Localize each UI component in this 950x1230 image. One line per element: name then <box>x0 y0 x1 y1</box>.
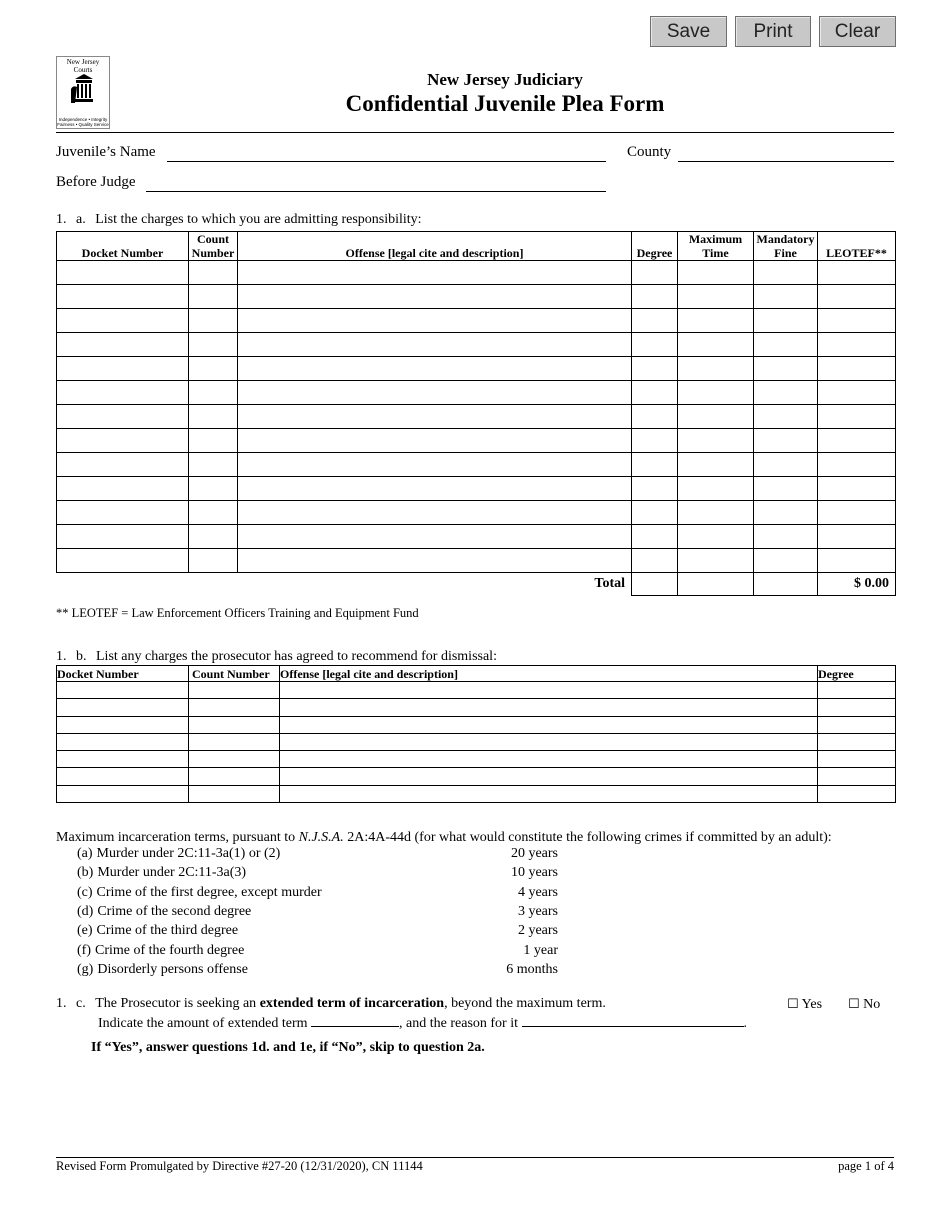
degree-cell[interactable] <box>632 429 678 453</box>
fine-cell[interactable] <box>754 381 818 405</box>
col-leotef: LEOTEF** <box>818 232 896 261</box>
docket-cell[interactable] <box>57 699 189 716</box>
table-row <box>57 477 896 501</box>
page-title: Confidential Juvenile Plea Form <box>345 91 665 116</box>
table-row <box>57 716 896 733</box>
term-label: Murder under 2C:11-3a(1) or (2) <box>96 846 281 861</box>
fine-cell[interactable] <box>754 333 818 357</box>
fine-cell[interactable] <box>754 501 818 525</box>
fine-cell[interactable] <box>754 261 818 285</box>
table-row <box>57 333 896 357</box>
count-cell[interactable] <box>189 453 238 477</box>
total-degree-cell <box>632 573 678 596</box>
offense-cell[interactable] <box>238 285 632 309</box>
degree-cell[interactable] <box>632 405 678 429</box>
degree-cell[interactable] <box>632 453 678 477</box>
no-label: No <box>863 997 881 1012</box>
offense-cell[interactable] <box>280 682 818 699</box>
footer-left-text: Revised Form Promulgated by Directive #27-20 (12/31/2020), CN 11144 <box>56 1159 423 1173</box>
docket-cell[interactable] <box>57 381 189 405</box>
degree-cell[interactable] <box>632 357 678 381</box>
table-row <box>57 682 896 699</box>
col-offense: Offense [legal cite and description] <box>280 666 818 682</box>
total-leotef-value: $ 0.00 <box>818 573 896 596</box>
agency-name: New Jersey Judiciary <box>427 70 583 89</box>
max-time-cell[interactable] <box>678 405 754 429</box>
section-1c-instruction: If “Yes”, answer questions 1d. and 1e, if “No”, skip to question 2a. <box>91 1040 485 1055</box>
table-row <box>57 357 896 381</box>
county-label: County <box>627 144 672 160</box>
offense-cell[interactable] <box>238 429 632 453</box>
charges-dismissed-table <box>56 665 896 803</box>
docket-cell[interactable] <box>57 733 189 750</box>
docket-cell[interactable] <box>57 501 189 525</box>
section-text: , beyond the maximum term. <box>444 996 606 1011</box>
section-number: 1. <box>56 212 67 227</box>
offense-cell[interactable] <box>280 768 818 785</box>
offense-cell[interactable] <box>238 453 632 477</box>
degree-cell[interactable] <box>632 501 678 525</box>
max-time-cell[interactable] <box>678 333 754 357</box>
degree-cell[interactable] <box>632 285 678 309</box>
leotef-cell[interactable] <box>818 405 896 429</box>
degree-cell[interactable] <box>632 549 678 573</box>
leotef-cell[interactable] <box>818 333 896 357</box>
degree-cell[interactable] <box>818 699 896 716</box>
line2-text: , and the reason for it <box>399 1016 518 1031</box>
leotef-cell[interactable] <box>818 429 896 453</box>
col-maximum-time: Maximum Time <box>678 232 754 261</box>
table-row <box>57 261 896 285</box>
term-letter: (e) <box>77 923 93 939</box>
offense-cell[interactable] <box>238 405 632 429</box>
leotef-cell[interactable] <box>818 453 896 477</box>
statute-cite: N.J.S.A. <box>298 830 344 845</box>
count-cell[interactable] <box>189 785 280 802</box>
section-text: List the charges to which you are admitting responsibility: <box>95 212 422 227</box>
offense-cell[interactable] <box>280 751 818 768</box>
table-row <box>57 549 896 573</box>
col-count-number: Count Number <box>189 666 280 682</box>
offense-cell[interactable] <box>238 357 632 381</box>
term-label: Crime of the second degree <box>97 903 252 919</box>
table-row <box>57 733 896 750</box>
section-number: 1. <box>56 996 67 1011</box>
col-degree: Degree <box>818 666 896 682</box>
table-row <box>57 751 896 768</box>
count-cell[interactable] <box>189 309 238 333</box>
max-time-cell[interactable] <box>678 285 754 309</box>
offense-cell[interactable] <box>238 477 632 501</box>
fine-cell[interactable] <box>754 453 818 477</box>
judge-label: Before Judge <box>56 174 136 190</box>
offense-cell[interactable] <box>280 785 818 802</box>
docket-cell[interactable] <box>57 309 189 333</box>
offense-cell[interactable] <box>280 699 818 716</box>
docket-cell[interactable] <box>57 477 189 501</box>
offense-cell[interactable] <box>280 733 818 750</box>
docket-cell[interactable] <box>57 751 189 768</box>
count-cell[interactable] <box>189 733 280 750</box>
max-time-cell[interactable] <box>678 261 754 285</box>
juvenile-name-field[interactable] <box>167 161 606 162</box>
section-letter: b. <box>76 649 87 664</box>
table-row <box>57 405 896 429</box>
leotef-cell[interactable] <box>818 309 896 333</box>
degree-cell[interactable] <box>818 768 896 785</box>
fine-cell[interactable] <box>754 405 818 429</box>
count-cell[interactable] <box>189 525 238 549</box>
degree-cell[interactable] <box>632 333 678 357</box>
docket-cell[interactable] <box>57 405 189 429</box>
table-row <box>57 453 896 477</box>
col-docket-number: Docket Number <box>57 666 189 682</box>
section-1b-heading <box>56 649 497 665</box>
footer-divider <box>56 1157 894 1158</box>
term-label: Crime of the third degree <box>96 923 239 939</box>
table-row <box>57 429 896 453</box>
table-row <box>57 525 896 549</box>
header-divider <box>56 132 894 133</box>
count-cell[interactable] <box>189 333 238 357</box>
max-time-cell[interactable] <box>678 501 754 525</box>
term-label: Murder under 2C:11-3a(3) <box>97 865 247 881</box>
table-row <box>57 768 896 785</box>
max-term-item <box>77 885 558 901</box>
degree-cell[interactable] <box>632 309 678 333</box>
count-cell[interactable] <box>189 285 238 309</box>
checkbox-icon: ☐ <box>848 997 860 1012</box>
max-time-cell[interactable] <box>678 453 754 477</box>
max-term-item <box>77 904 558 920</box>
col-mandatory-fine: Mandatory Fine <box>754 232 818 261</box>
count-cell[interactable] <box>189 429 238 453</box>
degree-cell[interactable] <box>632 261 678 285</box>
offense-cell[interactable] <box>238 381 632 405</box>
yes-label: Yes <box>801 997 823 1012</box>
col-count-number: Count Number <box>189 232 238 261</box>
section-text-bold: extended term of incarceration <box>259 996 445 1011</box>
degree-cell[interactable] <box>632 525 678 549</box>
count-cell[interactable] <box>189 751 280 768</box>
count-cell[interactable] <box>189 405 238 429</box>
max-term-item <box>77 923 558 939</box>
docket-cell[interactable] <box>57 285 189 309</box>
docket-cell[interactable] <box>57 549 189 573</box>
total-label: Total <box>57 573 632 596</box>
term-duration: 10 years <box>510 865 558 881</box>
county-field[interactable] <box>678 161 894 162</box>
col-offense: Offense [legal cite and description] <box>238 232 632 261</box>
degree-cell[interactable] <box>818 785 896 802</box>
term-label: Crime of the first degree, except murder <box>96 884 322 900</box>
term-letter: (a) <box>77 846 93 861</box>
fine-cell[interactable] <box>754 357 818 381</box>
docket-cell[interactable] <box>57 682 189 699</box>
term-letter: (d) <box>77 903 94 919</box>
count-cell[interactable] <box>189 357 238 381</box>
term-letter: (b) <box>77 865 94 881</box>
leotef-cell[interactable] <box>818 477 896 501</box>
extended-reason-field[interactable] <box>522 1014 744 1027</box>
offense-cell[interactable] <box>238 549 632 573</box>
docket-cell[interactable] <box>57 357 189 381</box>
fine-cell[interactable] <box>754 525 818 549</box>
clear-button[interactable]: Clear <box>819 16 896 47</box>
offense-cell[interactable] <box>280 716 818 733</box>
term-duration: 2 years <box>517 923 558 939</box>
degree-cell[interactable] <box>818 751 896 768</box>
no-checkbox[interactable] <box>848 997 880 1013</box>
term-letter: (c) <box>77 884 93 900</box>
print-button[interactable]: Print <box>735 16 811 47</box>
leotef-footnote: ** LEOTEF = Law Enforcement Officers Training and Equipment Fund <box>56 606 419 620</box>
checkbox-icon: ☐ <box>787 997 799 1012</box>
logo-top-text: New Jersey Courts <box>66 58 100 74</box>
judge-field[interactable] <box>146 191 606 192</box>
degree-cell[interactable] <box>818 733 896 750</box>
count-cell[interactable] <box>189 501 238 525</box>
leotef-cell[interactable] <box>818 261 896 285</box>
leotef-cell[interactable] <box>818 357 896 381</box>
docket-cell[interactable] <box>57 768 189 785</box>
offense-cell[interactable] <box>238 333 632 357</box>
table-row <box>57 285 896 309</box>
total-fine-cell <box>754 573 818 596</box>
page-number: page 1 of 4 <box>838 1159 894 1173</box>
docket-cell[interactable] <box>57 785 189 802</box>
count-cell[interactable] <box>189 699 280 716</box>
term-letter: (g) <box>77 961 94 977</box>
max-terms-intro <box>56 830 832 846</box>
offense-cell[interactable] <box>238 309 632 333</box>
degree-cell[interactable] <box>632 477 678 501</box>
line2-text: Indicate the amount of extended term <box>98 1016 308 1031</box>
section-number: 1. <box>56 649 67 664</box>
max-term-item <box>77 865 558 881</box>
max-term-item <box>77 943 558 959</box>
section-letter: a. <box>76 212 86 227</box>
section-letter: c. <box>76 996 86 1011</box>
term-duration: 6 months <box>506 961 558 977</box>
extended-term-field[interactable] <box>311 1014 399 1027</box>
max-time-cell[interactable] <box>678 549 754 573</box>
count-cell[interactable] <box>189 768 280 785</box>
max-time-cell[interactable] <box>678 381 754 405</box>
degree-cell[interactable] <box>818 682 896 699</box>
intro-text: Maximum incarceration terms, pursuant to <box>56 830 299 845</box>
table-row <box>57 501 896 525</box>
leotef-cell[interactable] <box>818 381 896 405</box>
leotef-cell[interactable] <box>818 501 896 525</box>
max-time-cell[interactable] <box>678 429 754 453</box>
leotef-cell[interactable] <box>818 549 896 573</box>
count-cell[interactable] <box>189 549 238 573</box>
fine-cell[interactable] <box>754 429 818 453</box>
degree-cell[interactable] <box>818 716 896 733</box>
table-row <box>57 381 896 405</box>
fine-cell[interactable] <box>754 477 818 501</box>
save-button[interactable]: Save <box>650 16 727 47</box>
max-time-cell[interactable] <box>678 357 754 381</box>
count-cell[interactable] <box>189 477 238 501</box>
term-duration: 4 years <box>517 884 558 900</box>
count-cell[interactable] <box>189 261 238 285</box>
term-letter: (f) <box>77 942 91 958</box>
logo-bottom-text: Independence • Integrity Fairness • Quality Service <box>57 117 109 127</box>
fine-cell[interactable] <box>754 549 818 573</box>
term-duration: 3 years <box>517 903 558 919</box>
leotef-cell[interactable] <box>818 285 896 309</box>
yes-checkbox[interactable] <box>787 997 822 1013</box>
max-term-item <box>77 846 558 862</box>
count-cell[interactable] <box>189 381 238 405</box>
leotef-cell[interactable] <box>818 525 896 549</box>
offense-cell[interactable] <box>238 525 632 549</box>
charges-admitted-table <box>56 231 896 596</box>
juvenile-name-label: Juvenile’s Name <box>56 144 156 160</box>
docket-cell[interactable] <box>57 333 189 357</box>
line2-text: . <box>743 1016 747 1031</box>
total-max-time-cell <box>678 573 754 596</box>
docket-cell[interactable] <box>57 261 189 285</box>
offense-cell[interactable] <box>238 261 632 285</box>
section-1a-heading <box>56 212 422 228</box>
fine-cell[interactable] <box>754 309 818 333</box>
section-1c-line2 <box>98 1014 747 1032</box>
section-text: The Prosecutor is seeking an <box>95 996 260 1011</box>
col-degree: Degree <box>632 232 678 261</box>
docket-cell[interactable] <box>57 453 189 477</box>
term-duration: 1 year <box>523 942 558 958</box>
term-label: Crime of the fourth degree <box>95 942 245 958</box>
count-cell[interactable] <box>189 716 280 733</box>
docket-cell[interactable] <box>57 716 189 733</box>
table-row <box>57 309 896 333</box>
count-cell[interactable] <box>189 682 280 699</box>
docket-cell[interactable] <box>57 429 189 453</box>
term-duration: 20 years <box>510 846 558 861</box>
table-row <box>57 699 896 716</box>
degree-cell[interactable] <box>632 381 678 405</box>
term-label: Disorderly persons offense <box>97 961 248 977</box>
max-time-cell[interactable] <box>678 477 754 501</box>
max-term-item <box>77 962 558 978</box>
section-1c-line1 <box>56 996 606 1012</box>
fine-cell[interactable] <box>754 285 818 309</box>
intro-text: 2A:4A-44d (for what would constitute the following crimes if committed by an adult): <box>343 830 832 845</box>
section-text: List any charges the prosecutor has agreed to recommend for dismissal: <box>96 649 497 664</box>
max-time-cell[interactable] <box>678 309 754 333</box>
col-docket-number: Docket Number <box>57 232 189 261</box>
docket-cell[interactable] <box>57 525 189 549</box>
max-time-cell[interactable] <box>678 525 754 549</box>
table-row <box>57 785 896 802</box>
offense-cell[interactable] <box>238 501 632 525</box>
